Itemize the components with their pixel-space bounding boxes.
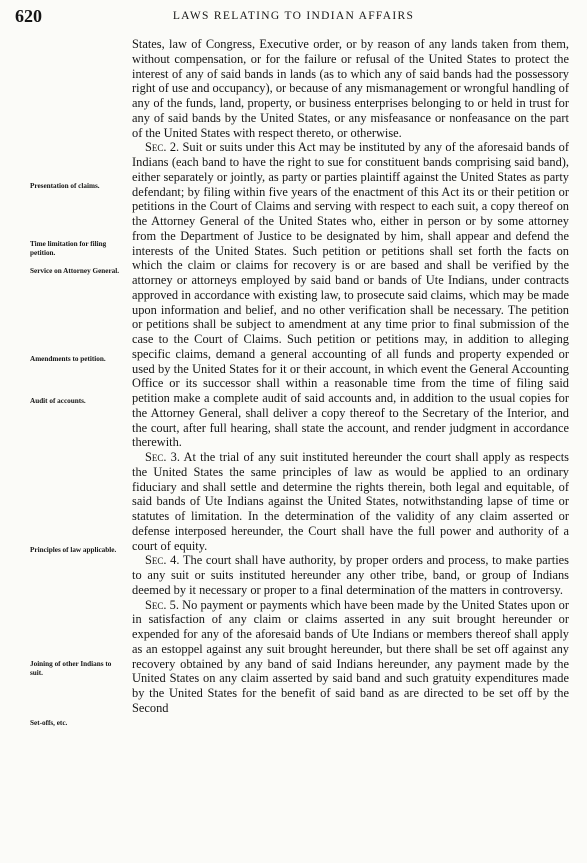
margin-note-amendments-to-petition: Amendments to petition.: [30, 355, 106, 363]
page-number: 620: [15, 6, 42, 26]
margin-note-time-limitation: Time limitation for filing petition.: [30, 240, 107, 257]
section-2-label: Sec. 2.: [145, 140, 180, 155]
section-4-text: The court shall have authority, by proper orders and process, to make parties to any suit or suits instituted hereunder any other tribe, band, or group of Indians deemed by it necessary or proper to a final determination of the matters in controversy.: [132, 553, 569, 597]
paragraph-continuation: States, law of Congress, Executive order, or by reason of any lands taken from them, without compensation, or for the failure or refusal of the United States to protect the interest of any of said bands in lands (as to which any of said bands had the possessory right of use and occupancy), or because of any mismanagement or wrongful handling of any of the funds, land, property, or business enterprises belonging to or held in trust for any of said bands by the United States, or any misfeasance or nonfeasance on the part of the United States with respect thereto, or otherwise.: [132, 37, 569, 140]
running-head: LAWS RELATING TO INDIAN AFFAIRS: [172, 10, 415, 22]
section-5-text: No payment or payments which have been made by the United States upon or in satisfaction of any claim or claims asserted in any suit brought hereunder or expended for any of the aforesaid bands of Ute Indians or members thereof shall apply as an estoppel against any suit brought hereunder, but there shall be set off against any recovery obtained by any band of said Indians hereunder, any payment made by the United States on any claim asserted by said band and such gratuity expenditures made by the United States for the benefit of said band as are directed to be set off by the Second: [132, 597, 569, 715]
section-5: [132, 598, 569, 716]
section-2: [132, 140, 569, 450]
section-4-label: Sec. 4.: [145, 553, 180, 568]
page-header: [0, 0, 587, 30]
section-3-text: At the trial of any suit instituted hereunder the court shall apply as respects the United States the same principles of law as would be applied to an ordinary fiduciary and shall settle and determine the rights therein, both legal and equitable, of said bands of Ute Indians against the United States, notwithstanding lapse of time or statutes of limitation. In the determination of the validity of any claim asserted or defense interposed hereunder, the Court shall have the full power and authority of a court of equity.: [132, 450, 569, 553]
section-5-label: Sec. 5.: [145, 597, 179, 612]
section-4: [132, 553, 569, 597]
statute-text: [132, 37, 569, 716]
margin-note-principles-of-law: Principles of law applicable.: [30, 546, 117, 554]
margin-note-presentation-of-claims: Presentation of claims.: [30, 182, 100, 190]
margin-note-audit-of-accounts: Audit of accounts.: [30, 397, 86, 405]
section-3: [132, 450, 569, 553]
margin-note-service-on-attorney-general: Service on Attorney General.: [30, 267, 120, 275]
section-3-label: Sec. 3.: [145, 450, 180, 464]
section-2-text: Suit or suits under this Act may be instituted by any of the aforesaid bands of Indians (each band to have the right to sue for constituent bands comprising said band), either separately or jointly, as party or parties plaintiff against the United States as party defendant; by filing within five years of the enactment of this Act its or their petition or petitions in the Court of Claims and serving with respect to each suit, a copy thereof on the Attorney General of the United States who, either in person or by some attorney from the Department of Justice to be designated by him, shall appear and defend the interests of the United States. Such petition or petitions shall set forth the facts on which the claim or claims for recovery is or are based and shall be verified by the attorney or attorneys employed by said band or bands of Ute Indians, under contracts approved in accordance with existing law, to prosecute said claims, which may be made upon information and belief, and no other verification shall be necessary. The petition or petitions shall be subject to amendment at any time prior to final submission of the case to the Court of Claims. Such petition or petitions may, in addition to alleging specific claims, demand a general accounting of all funds and property expended or used by the United States for it or their account, in which event the General Accounting Office or its successor shall within a reasonable time from the time of filing said petition make a complete audit of said accounts and, in addition to the usual copies for the Attorney General, shall deliver a copy thereof to the Secretary of the Interior, and the court, after full hearing, shall state the account, and render judgment in accordance therewith.: [132, 140, 569, 450]
margin-note-set-offs: Set-offs, etc.: [30, 719, 68, 727]
margin-note-joining-of-other-indians: Joining of other Indians to suit.: [30, 660, 112, 677]
